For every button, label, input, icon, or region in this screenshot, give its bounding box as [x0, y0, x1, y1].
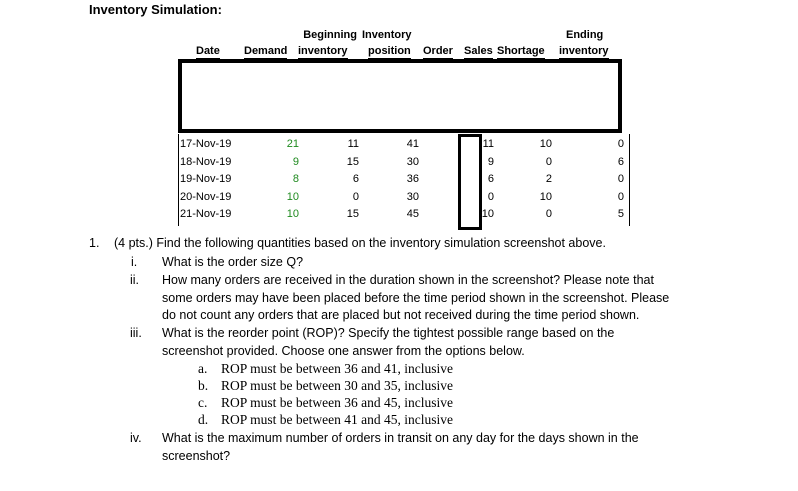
item-number: iii.	[130, 326, 142, 340]
cell-shortage: 0	[545, 156, 552, 168]
cell-ending: 0	[617, 173, 624, 185]
cell-demand: 9	[292, 156, 299, 168]
cell-position: 36	[406, 173, 419, 185]
cell-sales: 0	[487, 191, 494, 203]
cell-ending: 5	[617, 208, 624, 220]
cell-date: 17-Nov-19	[180, 138, 232, 150]
cell-shortage: 2	[545, 173, 552, 185]
header-order: Order	[423, 45, 453, 57]
item-text: How many orders are received in the duration shown in the screenshot? Please note that	[162, 273, 654, 287]
cell-position: 30	[406, 156, 419, 168]
page-title: Inventory Simulation:	[89, 2, 222, 17]
cell-ending: 0	[617, 191, 624, 203]
header-ending-top: Ending	[566, 29, 604, 41]
cell-position: 45	[406, 208, 419, 220]
option-text: ROP must be between 36 and 45, inclusive	[221, 395, 453, 410]
cell-ending: 6	[617, 156, 624, 168]
header-ending-bottom: inventory	[559, 45, 609, 57]
option-letter: c.	[198, 395, 208, 410]
item-text: What is the maximum number of orders in transit on any day for the days shown in the	[162, 431, 639, 445]
item-text: What is the order size Q?	[162, 255, 304, 269]
option-letter: a.	[198, 361, 208, 376]
option-text: ROP must be between 41 and 45, inclusive	[221, 412, 453, 427]
header-position-bottom: position	[368, 45, 411, 57]
cell-sales: 9	[487, 156, 494, 168]
question-text: (4 pts.) Find the following quantities based on the inventory simulation screenshot above.	[114, 236, 606, 250]
item-number: i.	[131, 255, 138, 269]
cell-demand: 8	[292, 173, 299, 185]
header-demand: Demand	[244, 45, 288, 57]
header-sales: Sales	[464, 45, 493, 57]
option-text: ROP must be between 30 and 35, inclusive	[221, 378, 453, 393]
option-letter: b.	[198, 378, 209, 393]
question-number: 1.	[89, 236, 100, 250]
table-divider	[178, 134, 179, 226]
header-shortage: Shortage	[497, 45, 545, 57]
item-text: screenshot provided. Choose one answer from the options below.	[162, 344, 525, 358]
cell-demand: 10	[286, 208, 299, 220]
cell-date: 19-Nov-19	[180, 173, 232, 185]
cell-beginning: 0	[352, 191, 359, 203]
cell-shortage: 0	[545, 208, 552, 220]
cell-date: 21-Nov-19	[180, 208, 232, 220]
item-number: iv.	[130, 431, 142, 445]
order-column-box	[458, 134, 482, 230]
cell-beginning: 11	[347, 138, 359, 150]
header-position-top: Inventory	[362, 29, 412, 41]
cell-sales: 6	[487, 173, 494, 185]
cell-ending: 0	[617, 138, 624, 150]
item-number: ii.	[130, 273, 140, 287]
cell-beginning: 6	[352, 173, 359, 185]
option-letter: d.	[198, 412, 209, 427]
cell-sales: 11	[482, 138, 494, 150]
cell-beginning: 15	[346, 156, 359, 168]
cell-demand: 10	[286, 191, 299, 203]
header-beginning-top: Beginning	[303, 29, 357, 41]
hidden-rows-box	[178, 59, 622, 133]
cell-date: 18-Nov-19	[180, 156, 232, 168]
cell-shortage: 10	[539, 191, 552, 203]
option-text: ROP must be between 36 and 41, inclusive	[221, 361, 453, 376]
cell-sales: 10	[481, 208, 494, 220]
header-date: Date	[196, 45, 220, 57]
item-text: What is the reorder point (ROP)? Specify the tightest possible range based on the	[162, 326, 615, 340]
cell-beginning: 15	[346, 208, 359, 220]
cell-position: 30	[406, 191, 419, 203]
cell-position: 41	[406, 138, 419, 150]
cell-demand: 21	[286, 138, 299, 150]
cell-shortage: 10	[539, 138, 552, 150]
header-beginning-bottom: inventory	[298, 45, 348, 57]
item-text: screenshot?	[162, 449, 231, 463]
item-text: some orders may have been placed before the time period shown in the screenshot. Please	[162, 291, 670, 305]
table-divider	[629, 134, 630, 226]
cell-date: 20-Nov-19	[180, 191, 232, 203]
item-text: do not count any orders that are placed but not received during the time period shown.	[162, 308, 640, 322]
